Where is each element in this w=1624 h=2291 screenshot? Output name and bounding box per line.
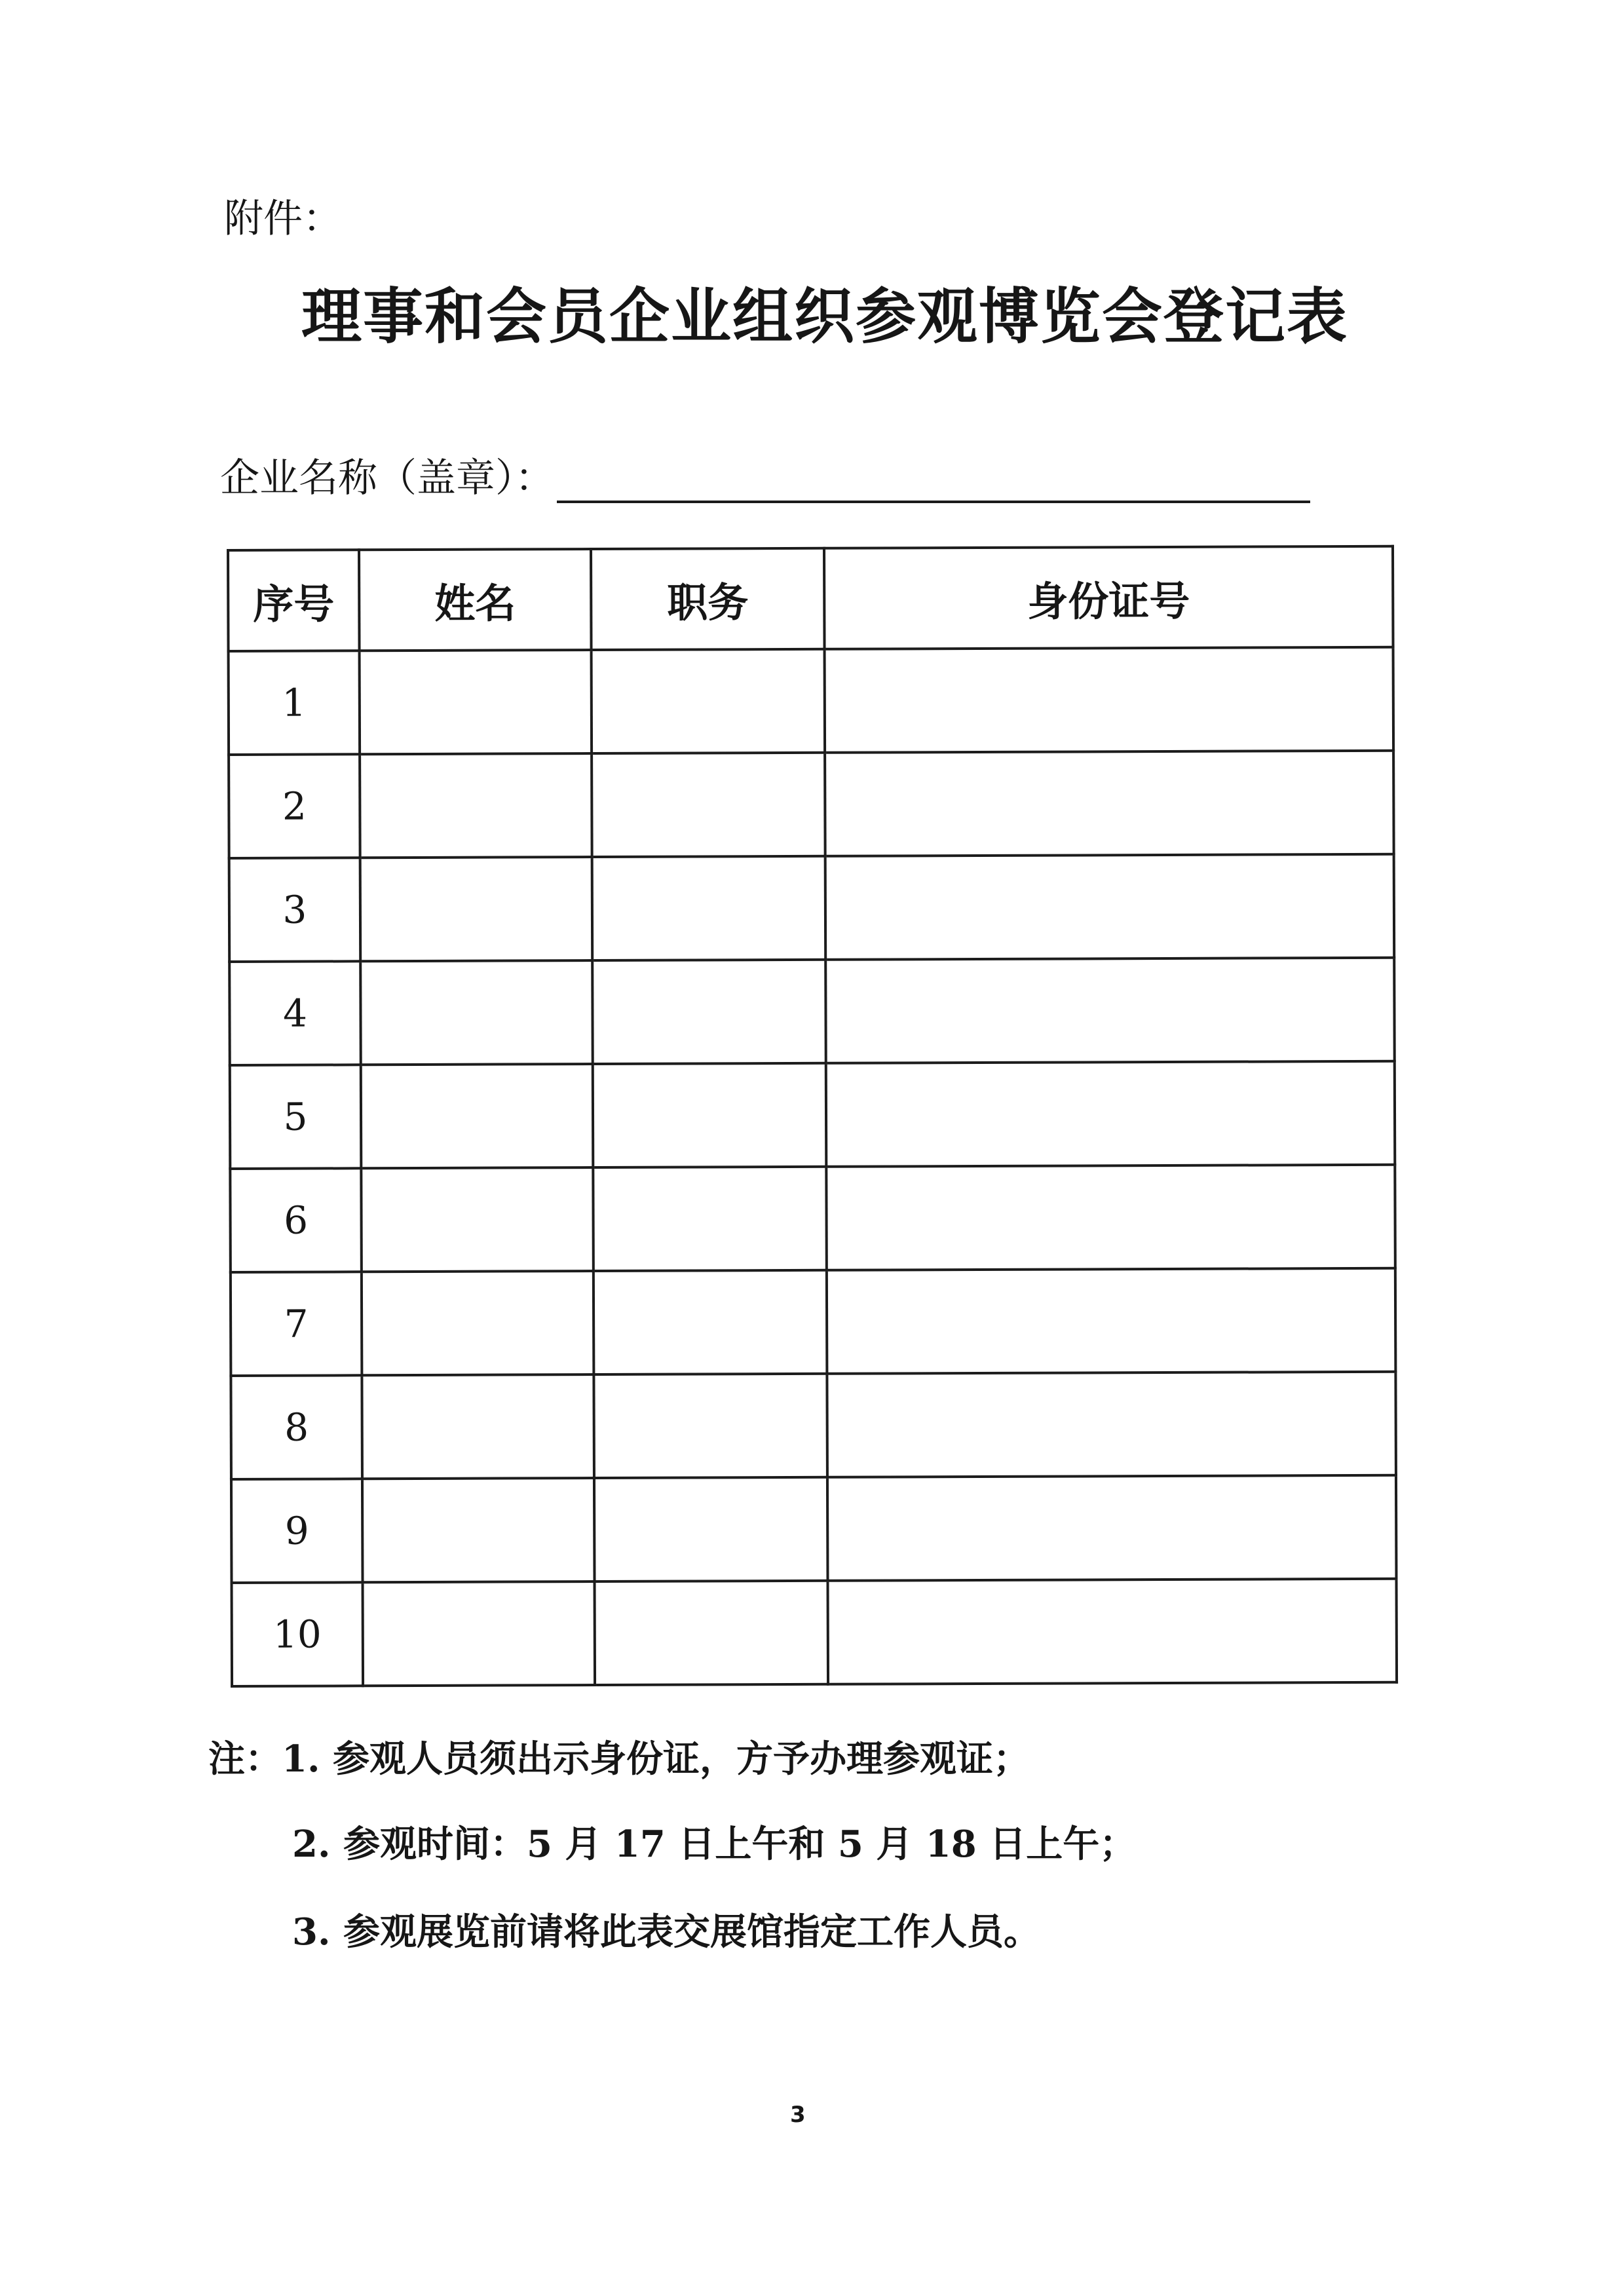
- form-title: 理事和会员企业组织参观博览会登记表: [301, 281, 1349, 352]
- company-name-blank-line[interactable]: [557, 452, 1310, 503]
- name-cell[interactable]: [360, 650, 592, 754]
- table-row: [232, 1579, 1397, 1686]
- id-number-cell[interactable]: [827, 1268, 1396, 1374]
- row-number: 3: [229, 858, 361, 962]
- id-number-cell[interactable]: [825, 958, 1395, 1063]
- registration-table: [227, 545, 1398, 1688]
- table-row: [229, 751, 1394, 858]
- header-name: 姓名: [359, 549, 592, 651]
- header-id-number: 身份证号: [824, 546, 1393, 649]
- table-row: [230, 1061, 1395, 1169]
- row-number: 10: [232, 1582, 364, 1686]
- name-cell[interactable]: [360, 857, 593, 961]
- id-number-cell[interactable]: [825, 751, 1394, 856]
- position-cell[interactable]: [595, 1581, 829, 1685]
- position-cell[interactable]: [594, 1270, 827, 1374]
- header-position: 职务: [591, 548, 825, 650]
- note-line-3: 3. 参观展览前请将此表交展馆指定工作人员。: [292, 1910, 1040, 1954]
- id-number-cell[interactable]: [827, 1475, 1397, 1581]
- name-cell[interactable]: [362, 1271, 594, 1375]
- position-cell[interactable]: [592, 753, 825, 857]
- name-cell[interactable]: [361, 1167, 594, 1272]
- header-serial-number: 序号: [228, 550, 360, 651]
- position-cell[interactable]: [592, 856, 826, 960]
- row-number: 5: [230, 1065, 362, 1169]
- table-row: [231, 1268, 1396, 1376]
- page-number: 3: [790, 2102, 806, 2128]
- table-row: [229, 854, 1395, 962]
- name-cell[interactable]: [362, 1374, 594, 1479]
- position-cell[interactable]: [593, 1063, 827, 1167]
- name-cell[interactable]: [360, 753, 592, 858]
- table-header-row: [228, 546, 1393, 651]
- id-number-cell[interactable]: [828, 1579, 1397, 1684]
- row-number: 2: [229, 754, 360, 858]
- position-cell[interactable]: [592, 649, 825, 753]
- table-row: [230, 1165, 1395, 1272]
- row-number: 9: [231, 1479, 363, 1583]
- position-cell[interactable]: [592, 960, 826, 1064]
- table-row: [229, 647, 1394, 755]
- table-row: [229, 958, 1395, 1065]
- id-number-cell[interactable]: [826, 1061, 1395, 1167]
- row-number: 1: [229, 651, 360, 755]
- name-cell[interactable]: [361, 1064, 594, 1168]
- row-number: 7: [231, 1272, 362, 1376]
- position-cell[interactable]: [594, 1477, 828, 1581]
- id-number-cell[interactable]: [825, 854, 1395, 960]
- company-name-label: 企业名称（盖章）：: [220, 455, 554, 501]
- company-name-field: [220, 452, 1310, 503]
- position-cell[interactable]: [593, 1167, 827, 1271]
- row-number: 8: [231, 1375, 362, 1479]
- position-cell[interactable]: [594, 1374, 827, 1478]
- id-number-cell[interactable]: [825, 647, 1394, 753]
- note-line-1: 注：1. 参观人员须出示身份证，方予办理参观证；: [208, 1737, 1030, 1781]
- table-row: [231, 1475, 1397, 1583]
- id-number-cell[interactable]: [826, 1165, 1395, 1270]
- id-number-cell[interactable]: [827, 1372, 1396, 1477]
- name-cell[interactable]: [363, 1581, 595, 1686]
- name-cell[interactable]: [360, 960, 593, 1065]
- attachment-label: 附件：: [224, 196, 342, 242]
- row-number: 4: [229, 961, 361, 1065]
- row-number: 6: [230, 1168, 362, 1272]
- table-row: [231, 1372, 1396, 1479]
- name-cell[interactable]: [362, 1478, 595, 1582]
- note-line-2: 2. 参观时间：5 月 17 日上午和 5 月 18 日上午；: [292, 1823, 1137, 1866]
